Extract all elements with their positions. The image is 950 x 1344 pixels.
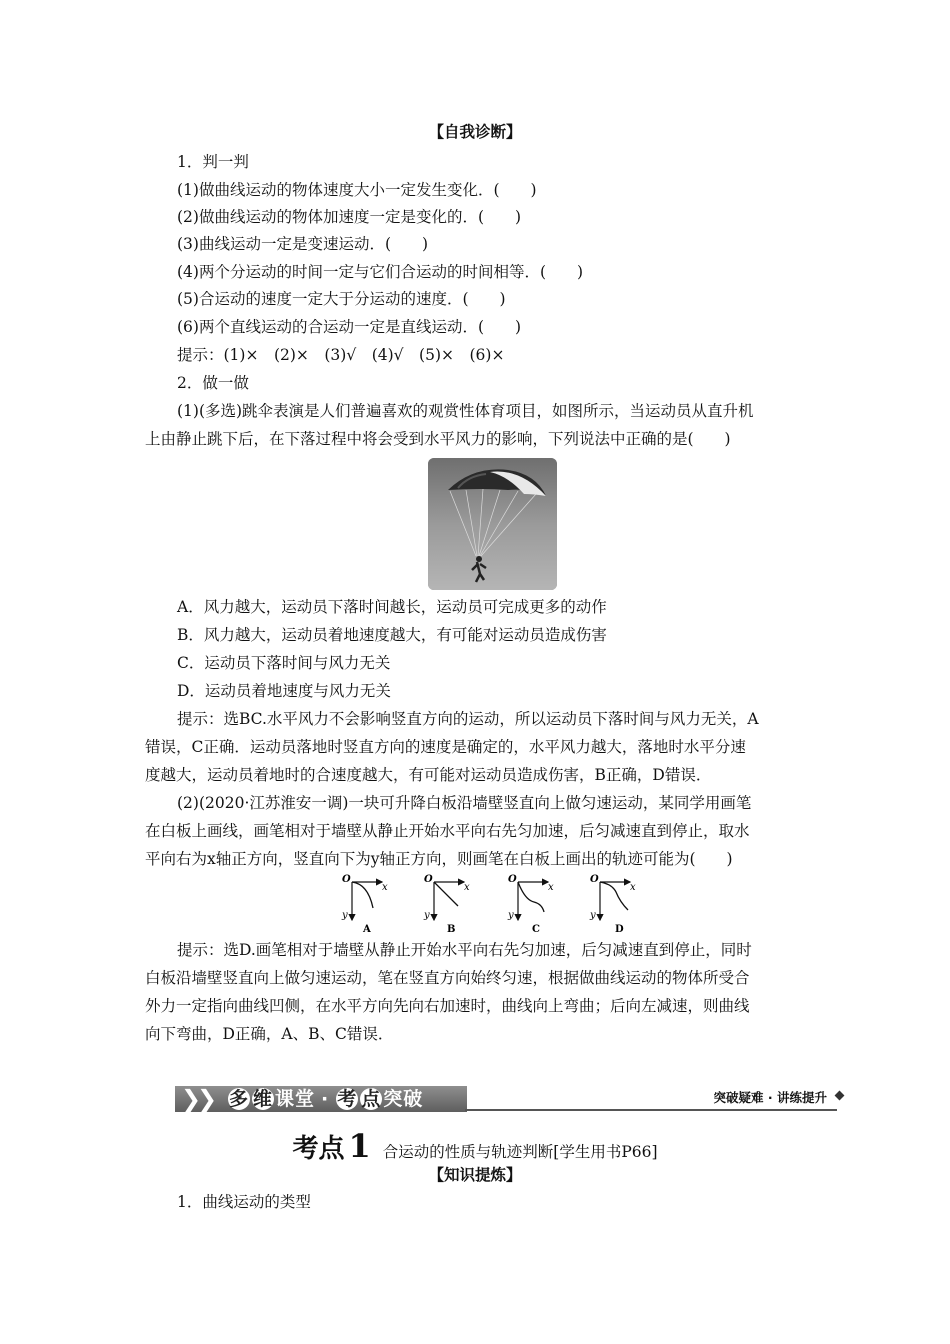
question-2-line: 在白板上画线，画笔相对于墙壁从静止开始水平向右先匀加速，后匀减速直到停止，取水: [145, 822, 750, 840]
knowledge-heading: 【知识提炼】: [428, 1165, 522, 1184]
banner-title: 多 维 课堂 · 考 点 突破: [228, 1088, 424, 1110]
question-2-hint: 白板沿墙壁竖直向上做匀速运动，笔在竖直方向始终匀速，根据做曲线运动的物体所受合: [145, 969, 750, 987]
question-1-hint: 度越大，运动员着地时的合速度越大，有可能对运动员造成伤害，B正确，D错误．: [145, 766, 712, 784]
diagram-d: [589, 874, 636, 934]
option-b: B．风力越大，运动员着地速度越大，有可能对运动员造成伤害: [177, 626, 607, 644]
diagram-a: [341, 874, 388, 934]
question-2-line: (2)(2020·江苏淮安一调)一块可升降白板沿墙壁竖直向上做匀速运动，某同学用画笔: [177, 794, 752, 812]
x-axis-label: x: [548, 882, 554, 893]
judge-item: (4)两个分运动的时间一定与它们合运动的时间相等．( ): [177, 263, 584, 281]
y-axis-label: y: [342, 910, 348, 921]
question-1-hint: 提示：选BC.水平风力不会影响竖直方向的运动，所以运动员下落时间与风力无关，A: [177, 710, 759, 728]
banner-divider: [465, 1109, 837, 1111]
judge-hint: 提示：(1)× (2)× (3)√ (4)√ (5)× (6)×: [177, 346, 505, 364]
diagram-label-d: D: [615, 924, 624, 934]
judge-item: (3)曲线运动一定是变速运动．( ): [177, 235, 429, 253]
self-diagnosis-heading: 【自我诊断】: [428, 122, 522, 141]
parachutist-photo: [428, 458, 557, 590]
option-a: A．风力越大，运动员下落时间越长，运动员可完成更多的动作: [177, 598, 607, 616]
kaodian-number: 1: [348, 1127, 371, 1165]
option-c: C．运动员下落时间与风力无关: [177, 654, 391, 672]
x-axis-label: x: [382, 882, 388, 893]
kaodian-label: 考点: [292, 1134, 345, 1164]
option-d: D．运动员着地速度与风力无关: [177, 682, 391, 700]
diamond-icon: [835, 1091, 845, 1101]
diagram-label-b: B: [447, 924, 456, 934]
question-1-line: (1)(多选)跳伞表演是人们普遍喜欢的观赏性体育项目，如图所示，当运动员从直升机: [177, 402, 754, 420]
origin-label: O: [342, 874, 351, 885]
kaodian-title: 合运动的性质与轨迹判断[学生用书P66]: [382, 1143, 658, 1161]
knowledge-item-1: 1．曲线运动的类型: [177, 1193, 311, 1211]
question-1-line: 上由静止跳下后，在下落过程中将会受到水平风力的影响，下列说法中正确的是( ): [145, 430, 731, 448]
diagram-label-c: C: [532, 924, 540, 934]
origin-label: O: [590, 874, 599, 885]
question-1-hint: 错误，C正确．运动员落地时竖直方向的速度是确定的，水平风力越大，落地时水平分速: [145, 738, 746, 756]
origin-label: O: [508, 874, 517, 885]
judge-item: (5)合运动的速度一定大于分运动的速度．( ): [177, 290, 506, 308]
banner-subtitle: 突破疑难 · 讲练提升: [713, 1090, 827, 1105]
y-axis-label: y: [424, 910, 430, 921]
origin-label: O: [424, 874, 433, 885]
x-axis-label: x: [464, 882, 470, 893]
chevron-icon: ❯: [197, 1085, 218, 1113]
trajectory-diagrams: [330, 872, 650, 934]
diagram-c: [507, 874, 554, 934]
y-axis-label: y: [590, 910, 596, 921]
section-banner: [175, 1082, 845, 1112]
judge-item: (6)两个直线运动的合运动一定是直线运动．( ): [177, 318, 522, 336]
question-2-hint: 提示：选D.画笔相对于墙壁从静止开始水平向右先匀加速，后匀减速直到停止，同时: [177, 941, 752, 959]
diagram-b: [423, 874, 470, 934]
judge-item: (1)做曲线运动的物体速度大小一定发生变化．( ): [177, 181, 537, 199]
section-title-judge: 1．判一判: [177, 153, 249, 171]
question-2-hint: 外力一定指向曲线凹侧，在水平方向先向右加速时，曲线向上弯曲；后向左减速，则曲线: [145, 997, 750, 1015]
section-title-practice: 2．做一做: [177, 374, 249, 392]
chevron-icon: ❯: [181, 1085, 202, 1113]
x-axis-label: x: [630, 882, 636, 893]
kaodian-heading: [0, 1127, 950, 1165]
question-2-line: 平向右为x轴正方向，竖直向下为y轴正方向，则画笔在白板上画出的轨迹可能为( ): [145, 850, 733, 868]
diagram-label-a: A: [363, 924, 371, 934]
judge-item: (2)做曲线运动的物体加速度一定是变化的．( ): [177, 208, 522, 226]
question-2-hint: 向下弯曲，D正确，A、B、C错误．: [145, 1025, 394, 1043]
y-axis-label: y: [508, 910, 514, 921]
